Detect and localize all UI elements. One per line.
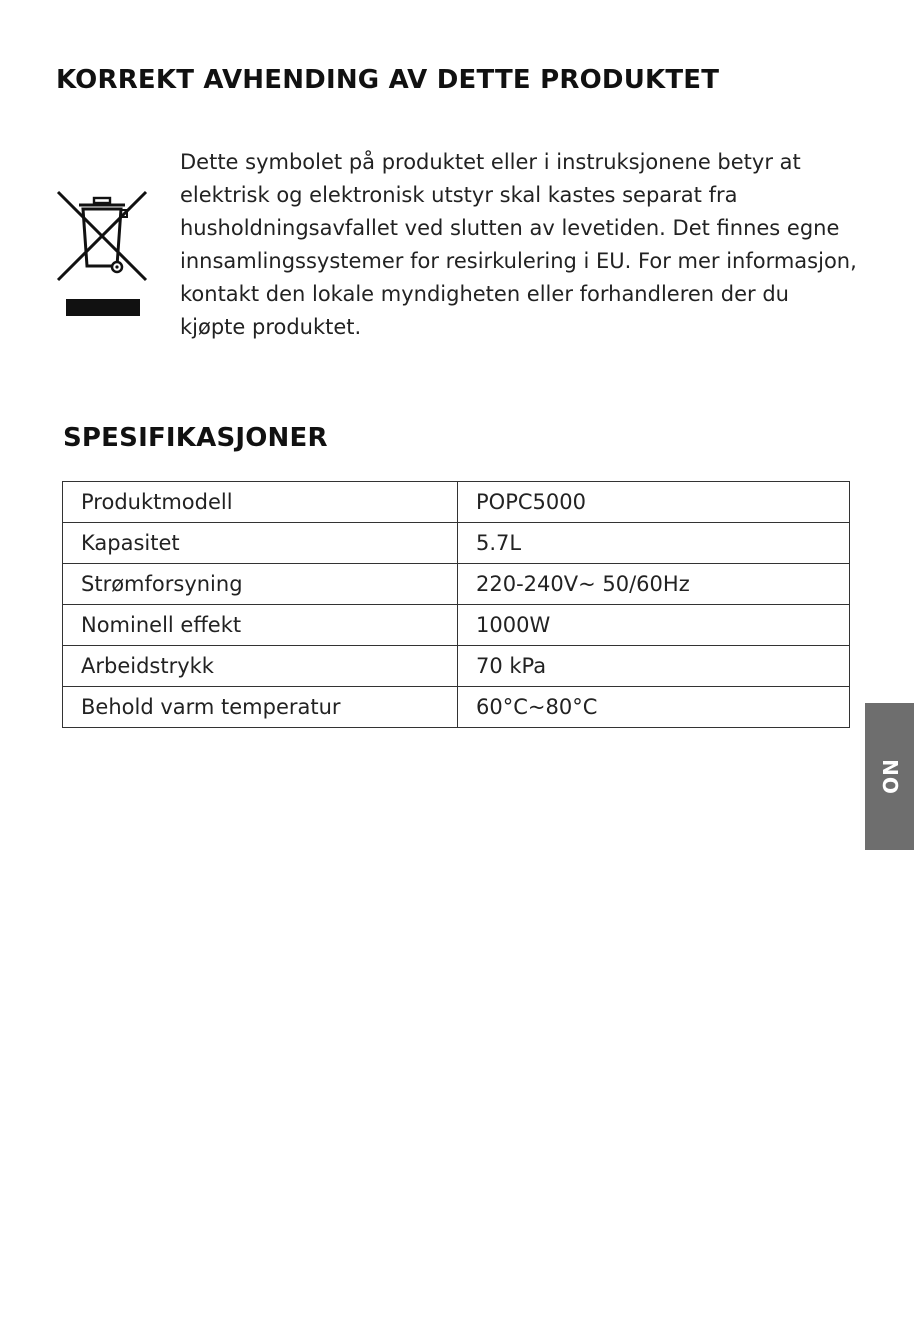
table-row: [63, 687, 850, 728]
specifications-table: [62, 481, 850, 728]
spec-label: Arbeidstrykk: [63, 646, 458, 687]
spec-value: 5.7L: [458, 523, 850, 564]
disposal-heading: KORREKT AVHENDING AV DETTE PRODUKTET: [56, 65, 720, 95]
spec-value: 1000W: [458, 605, 850, 646]
spec-label: Produktmodell: [63, 482, 458, 523]
table-row: [63, 605, 850, 646]
spec-label: Strømforsyning: [63, 564, 458, 605]
spec-value: 70 kPa: [458, 646, 850, 687]
language-tab: [865, 703, 914, 850]
language-tab-label: NO: [877, 758, 902, 795]
spec-label: Nominell effekt: [63, 605, 458, 646]
spec-value: POPC5000: [458, 482, 850, 523]
spec-label: Behold varm temperatur: [63, 687, 458, 728]
crossed-out-wheelie-bin-icon: [54, 186, 150, 320]
table-row: [63, 646, 850, 687]
table-row: [63, 564, 850, 605]
specifications-heading: SPESIFIKASJONER: [63, 423, 328, 453]
disposal-description: Dette symbolet på produktet eller i instruksjonene betyr at elektrisk og elektronisk utstyr skal kastes separat fra husholdningsavfallet ved slutten av levetiden. Det finnes egne innsamlingssystemer for resirkulering i EU. For mer informasjon, kontakt den lokale myndigheten eller forhandleren der du kjøpte produktet.: [180, 150, 857, 339]
spec-value: 220-240V~ 50/60Hz: [458, 564, 850, 605]
spec-value: 60°C~80°C: [458, 687, 850, 728]
table-row: [63, 482, 850, 523]
table-row: [63, 523, 850, 564]
spec-label: Kapasitet: [63, 523, 458, 564]
